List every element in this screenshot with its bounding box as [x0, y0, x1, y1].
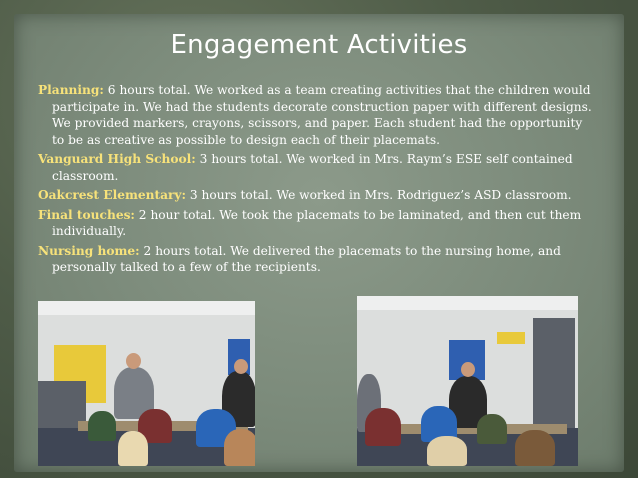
- bullet-label: Nursing home:: [38, 243, 140, 258]
- bullet-planning: [38, 82, 598, 148]
- student-figure: [515, 430, 555, 466]
- bullet-label: Planning:: [38, 83, 104, 97]
- bullet-text: 2 hours total. We delivered the placemats to the nursing home, and personally talked to a few of the recipients.: [52, 243, 561, 274]
- student-figure: [477, 414, 507, 444]
- bullet-final-touches: [38, 207, 598, 240]
- classroom-photo-left: [38, 301, 255, 466]
- bullet-label: Vanguard High School:: [38, 152, 196, 166]
- bullet-vanguard: [38, 151, 598, 184]
- bullet-text: 3 hours total. We worked in Mrs. Raym’s ESE self contained classroom.: [52, 152, 573, 183]
- classroom-photo-right: [357, 296, 578, 466]
- adult-head: [461, 362, 475, 377]
- door: [533, 318, 575, 438]
- student-figure: [88, 411, 116, 441]
- photo-ceiling: [38, 301, 255, 315]
- adult-head: [234, 359, 248, 374]
- student-figure: [427, 436, 467, 466]
- bullet-text: 6 hours total. We worked as a team creating activities that the children would participate in. We had the students decorate construction paper with different designs. We provided markers, crayons, scissors, and paper. Each student had the opportunity to be as creative as possible to design each of their placemats.: [52, 83, 592, 147]
- bullet-text: 3 hours total. We worked in Mrs. Rodriguez’s ASD classroom.: [186, 188, 572, 202]
- adult-head: [126, 353, 141, 369]
- student-figure: [118, 431, 148, 466]
- bullet-label: Oakcrest Elementary:: [38, 188, 186, 202]
- wall-decoration: [497, 332, 525, 344]
- student-figure: [224, 429, 255, 466]
- bullet-label: Final touches:: [38, 207, 135, 222]
- bullet-text: 2 hour total. We took the placemats to be laminated, and then cut them individually.: [52, 207, 582, 238]
- photo-ceiling: [357, 296, 578, 310]
- slide-body: [38, 82, 598, 279]
- bullet-nursing-home: [38, 243, 598, 276]
- slide-title: Engagement Activities: [170, 30, 468, 60]
- student-figure: [365, 408, 401, 446]
- bullet-oakcrest: [38, 187, 598, 204]
